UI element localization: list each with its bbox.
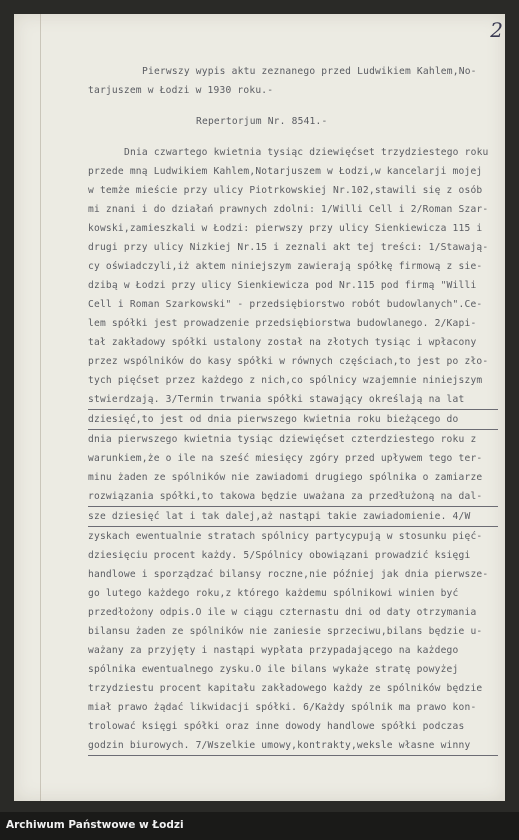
archive-footer xyxy=(0,812,519,840)
text-line: lem spółki jest prowadzenie przedsiębiorstwa budowlanego. 2/Kapi- xyxy=(88,318,477,329)
text-line: go lutego każdego roku,z którego każdemu spólnikowi winien być xyxy=(88,588,459,599)
text-line-underlined: dziesięć,to jest od dnia pierwszego kwietnia roku bieżącego do xyxy=(88,410,498,430)
text-line-underlined: sze dziesięć lat i tak dalej,aż nastąpi takie zawiadomienie. 4/W xyxy=(88,507,498,527)
text-line: warunkiem,że o ile na sześć miesięcy zgóry przed upływem tego ter- xyxy=(88,453,483,464)
text-line: Cell i Roman Szarkowski" - przedsiębiorstwo robót budowlanych".Ce- xyxy=(88,299,483,310)
repertory-number: Repertorjum Nr. 8541.- xyxy=(196,116,328,127)
text-line: ważany za przyjęty i nastąpi wypłata przypadającego na każdego xyxy=(88,645,459,656)
text-line: trolować księgi spółki oraz inne dowody handlowe spółki podczas xyxy=(88,721,465,732)
text-line: dzibą w Łodzi przy ulicy Sienkiewicza pod Nr.115 pod firmą "Willi xyxy=(88,280,477,291)
heading-line: tarjuszem w Łodzi w 1930 roku.- xyxy=(88,85,274,96)
archive-name: Archiwum Państwowe w Łodzi xyxy=(6,819,184,831)
text-line-underlined: rozwiązania spółki,to takowa będzie uważana za przedłużoną na dal- xyxy=(88,487,498,507)
text-line: tych pięćset przez każdego z nich,co spólnicy wzajemnie niniejszym xyxy=(88,375,483,386)
text-line-underlined: stwierdzają. 3/Termin trwania spółki stawający określają na lat xyxy=(88,390,498,410)
page-fold-line xyxy=(40,14,41,801)
text-line: zyskach ewentualnie stratach spólnicy partycypują w stosunku pięć- xyxy=(88,531,483,542)
text-line: trzydziestu procent kapitału zakładowego każdy ze spólników będzie xyxy=(88,683,483,694)
text-line: przedłożony odpis.O ile w ciągu czternastu dni od daty otrzymania xyxy=(88,607,477,618)
page-number: 2 xyxy=(490,18,503,42)
text-line: w temże mieście przy ulicy Piotrkowskiej Nr.102,stawili się z osób xyxy=(88,185,483,196)
text-line: tał zakładowy spółki ustalony został na złotych tysiąc i wpłacony xyxy=(88,337,477,348)
text-line: Dnia czwartego kwietnia tysiąc dziewięćset trzydziestego roku xyxy=(124,147,489,158)
text-line: handlowe i sporządzać bilansy roczne,nie później jak dnia pierwsze- xyxy=(88,569,489,580)
text-line: miał prawo żądać likwidacji spółki. 6/Każdy spólnik ma prawo kon- xyxy=(88,702,477,713)
text-line-underlined: godzin biurowych. 7/Wszelkie umowy,kontrakty,weksle własne winny xyxy=(88,736,498,756)
text-line: drugi przy ulicy Nizkiej Nr.15 i zeznali akt tej treści: 1/Stawają- xyxy=(88,242,489,253)
text-line: minu żaden ze spólników nie zawiadomi drugiego spólnika o zamiarze xyxy=(88,472,483,483)
text-line: przez wspólników do kasy spółki w równych częściach,to jest po zło- xyxy=(88,356,489,367)
text-line: dziesięciu procent każdy. 5/Spólnicy obowiązani prowadzić księgi xyxy=(88,550,471,561)
text-line: mi znani i do działań prawnych zdolni: 1/Willi Cell i 2/Roman Szar- xyxy=(88,204,489,215)
typed-text xyxy=(88,62,498,756)
text-line: dnia pierwszego kwietnia tysiąc dziewięćset czterdziestego roku z xyxy=(88,434,477,445)
text-line: cy oświadczyli,iż aktem niniejszym zawierają spółkę firmową z sie- xyxy=(88,261,483,272)
text-line: kowski,zamieszkali w Łodzi: pierwszy przy ulicy Sienkiewicza 115 i xyxy=(88,223,483,234)
text-line: przede mną Ludwikiem Kahlem,Notarjuszem w Łodzi,w kancelarji mojej xyxy=(88,166,483,177)
text-line: bilansu żaden ze spólników nie zaniesie sprzeciwu,bilans będzie u- xyxy=(88,626,483,637)
text-line: spólnika ewentualnego zysku.O ile bilans wykaże stratę powyżej xyxy=(88,664,459,675)
heading-line: Pierwszy wypis aktu zeznanego przed Ludwikiem Kahlem,No- xyxy=(142,66,477,77)
